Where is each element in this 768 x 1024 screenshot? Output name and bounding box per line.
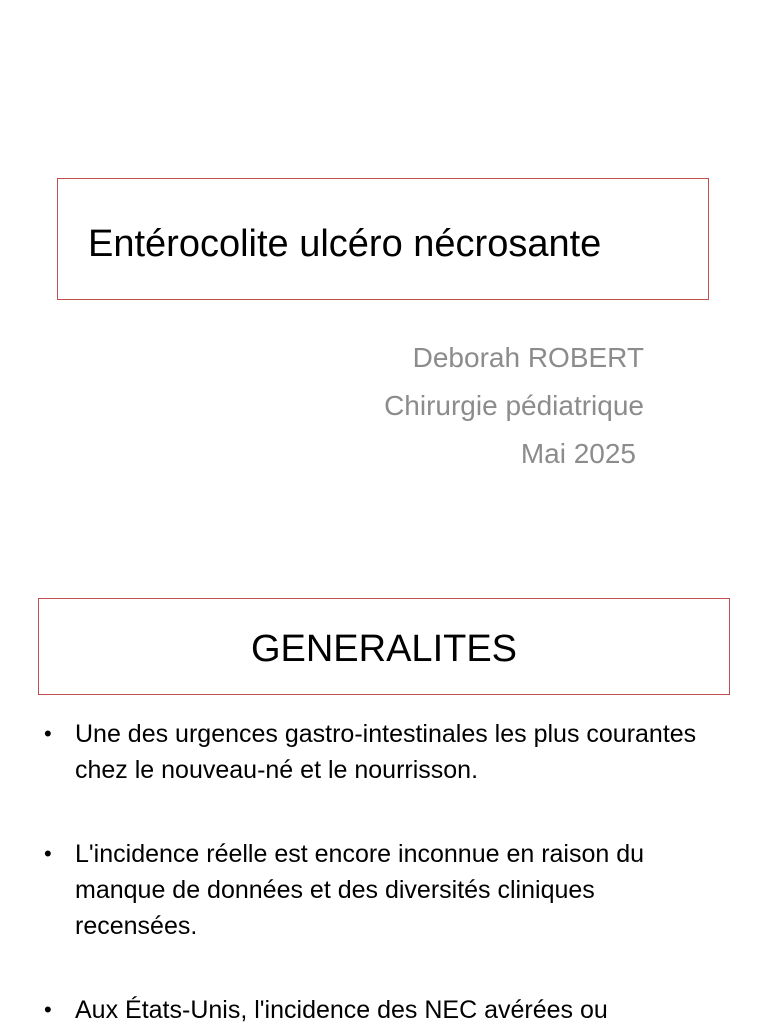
bullet-icon: • [44,721,52,746]
section-heading: GENERALITES [250,628,518,670]
bullet-text: Une des urgences gastro-intestinales les plus courantes chez le nouveau-né et le nourrisson. [75,720,697,784]
list-item [0,836,768,944]
bullet-icon: • [44,841,52,866]
bullet-icon: • [44,997,52,1022]
bullet-text: Aux États-Unis, l'incidence des NEC avérées ou [75,996,608,1024]
bullet-list [0,716,768,1024]
subtitle-block [244,334,644,478]
bullet-text: L'incidence réelle est encore inconnue en raison du manque de données et des diversités cliniques recensées. [75,840,645,940]
slide-title: Entérocolite ulcéro nécrosante [88,223,602,265]
presentation-date: Mai 2025 [520,438,636,469]
department: Chirurgie pédiatrique [384,390,644,421]
list-item [0,716,768,788]
author-name: Deborah ROBERT [412,342,644,373]
list-item [0,992,768,1024]
